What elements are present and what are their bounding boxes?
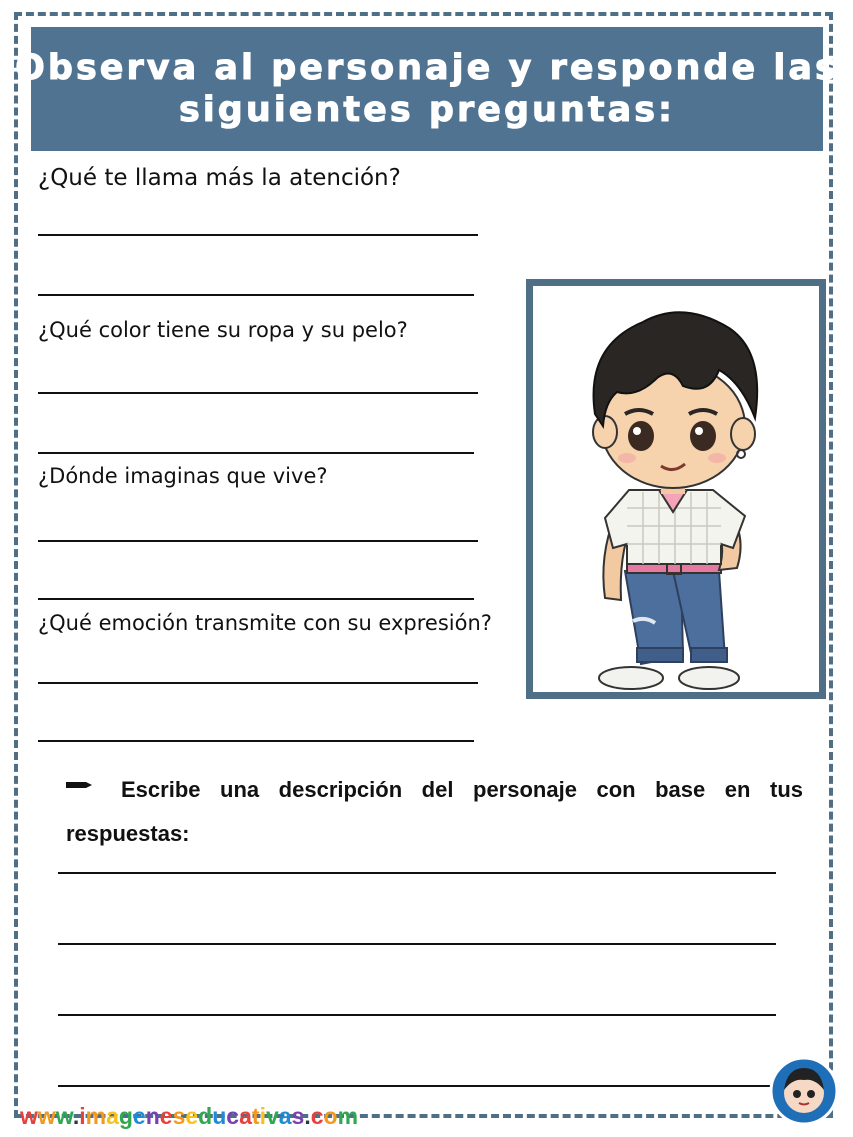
description-line-4[interactable] bbox=[58, 1085, 770, 1087]
description-line-2[interactable] bbox=[58, 943, 776, 945]
url-letter: n bbox=[145, 1103, 160, 1129]
url-letter: w bbox=[55, 1103, 73, 1129]
url-letter: i bbox=[259, 1103, 266, 1129]
url-letter: w bbox=[20, 1103, 38, 1129]
answer-line-3b[interactable] bbox=[38, 598, 474, 600]
url-letter: e bbox=[185, 1103, 199, 1129]
url-letter: t bbox=[251, 1103, 260, 1129]
character-illustration bbox=[533, 286, 819, 692]
answer-line-1b[interactable] bbox=[38, 294, 474, 296]
url-letter: i bbox=[79, 1103, 86, 1129]
url-letter: v bbox=[265, 1103, 279, 1129]
answer-line-4b[interactable] bbox=[38, 740, 474, 742]
url-letter: m bbox=[337, 1103, 359, 1129]
description-line-3[interactable] bbox=[58, 1014, 776, 1016]
url-letter: a bbox=[239, 1103, 252, 1129]
url-letter: s bbox=[172, 1103, 186, 1129]
url-letter: . bbox=[72, 1103, 80, 1129]
title-banner bbox=[15, 27, 839, 151]
url-letter: a bbox=[106, 1103, 119, 1129]
imageneseducativas-logo bbox=[769, 1056, 839, 1126]
answer-line-1a[interactable] bbox=[38, 234, 478, 236]
url-letter: w bbox=[37, 1103, 56, 1129]
url-letter: m bbox=[85, 1103, 107, 1129]
character-picture-frame bbox=[526, 279, 826, 699]
url-letter: c bbox=[310, 1103, 324, 1129]
url-letter: . bbox=[304, 1103, 311, 1129]
title-line-2: siguientes preguntas: bbox=[178, 90, 676, 130]
url-letter: g bbox=[118, 1103, 133, 1129]
description-line-1[interactable] bbox=[58, 872, 776, 874]
url-letter: e bbox=[159, 1103, 173, 1129]
question-2: ¿Qué color tiene su ropa y su pelo? bbox=[38, 318, 408, 342]
instruction-text: Escribe una descripción del personaje con base en tus respuestas: bbox=[66, 777, 803, 846]
url-letter: c bbox=[226, 1103, 240, 1129]
title-line-1: Observa al personaje y responde las bbox=[15, 48, 839, 88]
answer-line-4a[interactable] bbox=[38, 682, 478, 684]
url-letter: e bbox=[132, 1103, 146, 1129]
question-1: ¿Qué te llama más la atención? bbox=[38, 165, 401, 191]
url-letter: u bbox=[212, 1103, 227, 1129]
question-4: ¿Qué emoción transmite con su expresión? bbox=[38, 611, 492, 635]
website-url[interactable] bbox=[20, 1103, 358, 1130]
url-letter: d bbox=[198, 1103, 213, 1129]
url-letter: o bbox=[323, 1103, 338, 1129]
question-3: ¿Dónde imaginas que vive? bbox=[38, 464, 328, 488]
answer-line-3a[interactable] bbox=[38, 540, 478, 542]
url-letter: a bbox=[278, 1103, 292, 1129]
url-letter: s bbox=[291, 1103, 305, 1129]
answer-line-2b[interactable] bbox=[38, 452, 474, 454]
answer-line-2a[interactable] bbox=[38, 392, 478, 394]
